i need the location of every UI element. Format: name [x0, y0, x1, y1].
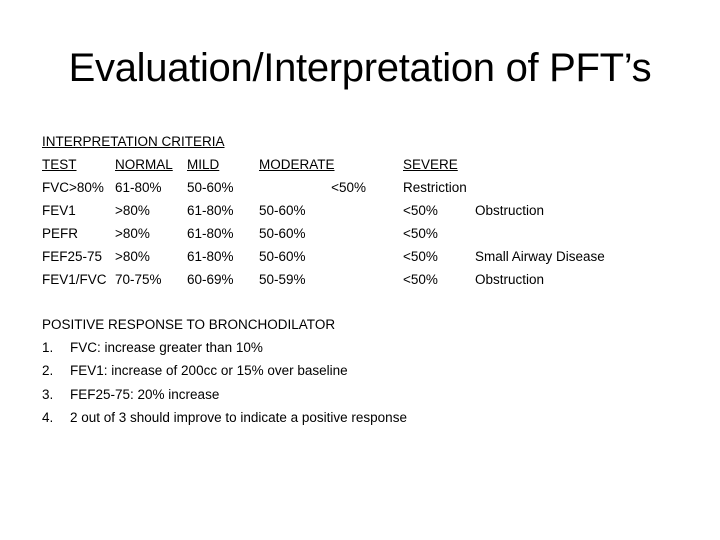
cell-mild: 61-80%: [187, 249, 234, 264]
cell-note: Small Airway Disease: [475, 249, 605, 264]
list-number: 1.: [42, 340, 54, 356]
cell-moderate: 50-60%: [259, 249, 306, 264]
cell-test: FEV1/FVC: [42, 272, 107, 287]
cell-severe: <50%: [403, 249, 438, 264]
cell-severe: <50%: [403, 203, 438, 218]
table-header-row: [42, 153, 682, 176]
cell-note: Obstruction: [475, 272, 545, 287]
list-item: [42, 406, 407, 429]
table-row: [42, 222, 682, 245]
list-number: 3.: [42, 386, 54, 402]
cell-test: PEFR: [42, 226, 79, 241]
list-text: FEF25-75: 20% increase: [70, 386, 220, 402]
cell-normal: 61-80%: [115, 180, 162, 195]
cell-moderate: 50-60%: [259, 203, 306, 218]
cell-normal: >80%: [115, 249, 150, 264]
header-moderate: MODERATE: [259, 157, 335, 172]
header-severe: SEVERE: [403, 157, 458, 172]
response-heading: POSITIVE RESPONSE TO BRONCHODILATOR: [42, 317, 336, 332]
cell-mild: 50-60%: [187, 180, 234, 195]
cell-moderate: 50-59%: [259, 272, 306, 287]
cell-moderate: <50%: [331, 180, 366, 195]
cell-normal: 70-75%: [115, 272, 162, 287]
cell-mild: 61-80%: [187, 203, 234, 218]
response-list: [42, 336, 407, 429]
list-item: [42, 359, 407, 382]
list-item: [42, 383, 407, 406]
list-text: FEV1: increase of 200cc or 15% over baseline: [70, 363, 348, 379]
header-normal: NORMAL: [115, 157, 173, 172]
header-test: TEST: [42, 157, 77, 172]
cell-severe: Restriction: [403, 180, 467, 195]
cell-severe: <50%: [403, 226, 438, 241]
cell-note: Obstruction: [475, 203, 545, 218]
table-row: [42, 268, 682, 291]
cell-test: FEV1: [42, 203, 76, 218]
cell-moderate: 50-60%: [259, 226, 306, 241]
list-number: 2.: [42, 363, 54, 379]
cell-normal: >80%: [115, 203, 150, 218]
cell-test: FEF25-75: [42, 249, 103, 264]
list-text: 2 out of 3 should improve to indicate a positive response: [70, 409, 407, 425]
cell-test: FVC>80%: [42, 180, 104, 195]
list-text: FVC: increase greater than 10%: [70, 340, 263, 356]
cell-normal: >80%: [115, 226, 150, 241]
interpretation-criteria-table: [42, 130, 682, 291]
cell-mild: 61-80%: [187, 226, 234, 241]
list-number: 4.: [42, 409, 54, 425]
list-item: [42, 336, 407, 359]
bronchodilator-response-section: [42, 313, 407, 429]
table-row: [42, 199, 682, 222]
table-row: [42, 176, 682, 199]
cell-severe: <50%: [403, 272, 438, 287]
table-row: [42, 245, 682, 268]
criteria-heading: INTERPRETATION CRITERIA: [42, 134, 225, 149]
slide-title: Evaluation/Interpretation of PFT’s: [68, 46, 652, 90]
header-mild: MILD: [187, 157, 220, 172]
cell-mild: 60-69%: [187, 272, 234, 287]
